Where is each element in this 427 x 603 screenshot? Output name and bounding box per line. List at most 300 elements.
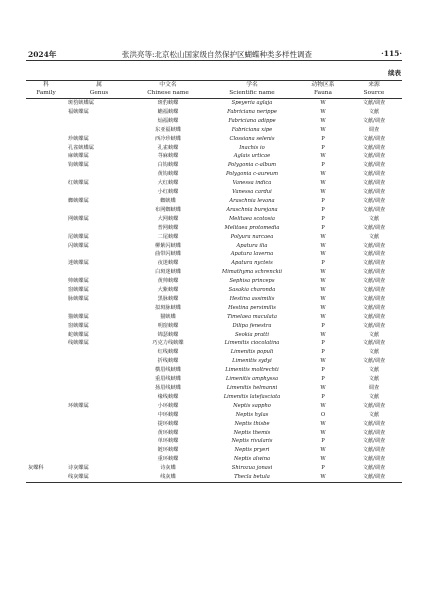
cell-scientific-name: Shirozua jonasi bbox=[231, 465, 273, 472]
cell-genus: 斑豹蛱蝶属 bbox=[68, 100, 94, 106]
table-row bbox=[26, 161, 402, 170]
cell-scientific-name: Neptis hylas bbox=[235, 411, 269, 418]
cell-scientific-name: Sasakia charonda bbox=[228, 287, 276, 294]
cell-fauna: W bbox=[320, 331, 326, 338]
cell-chinese-name: 黑脉蛱蝶 bbox=[157, 295, 179, 302]
cell-chinese-name: 布网蜘蛱蝶 bbox=[155, 206, 181, 213]
cell-family bbox=[26, 170, 66, 179]
cell-source: 文献 bbox=[368, 367, 380, 374]
cell-chinese-name: 大红蛱蝶 bbox=[157, 180, 179, 187]
col-header-genus-cn: 属 bbox=[96, 82, 102, 88]
cell-genus bbox=[66, 117, 132, 126]
cell-chinese-name: 明窗蛱蝶 bbox=[157, 322, 179, 329]
cell-family bbox=[26, 473, 66, 482]
header-title: 张洪亮等:北京松山国家级自然保护区蝴蝶种类多样性调查 bbox=[122, 50, 313, 59]
cell-genus bbox=[66, 170, 132, 179]
cell-chinese-name: 重眉线蛱蝶 bbox=[155, 376, 181, 383]
table-row bbox=[26, 339, 402, 348]
col-header-genus-en: Genus bbox=[66, 90, 132, 99]
cell-source: 文献/调查 bbox=[362, 429, 386, 436]
cell-source: 文献/调查 bbox=[362, 197, 386, 204]
cell-fauna: W bbox=[320, 251, 326, 258]
cell-fauna: P bbox=[321, 349, 325, 356]
cell-source: 文献/调查 bbox=[362, 295, 386, 302]
cell-source: 文献/调查 bbox=[362, 224, 386, 231]
cell-chinese-name: 斑豹蛱蝶 bbox=[157, 100, 179, 106]
table-row bbox=[26, 322, 402, 331]
cell-scientific-name: Mimathyma schrenckii bbox=[221, 269, 283, 276]
cell-genus: 蜘蛱蝶属 bbox=[68, 197, 89, 204]
cell-scientific-name: Hestina assimilis bbox=[229, 295, 275, 302]
cell-family bbox=[26, 268, 66, 277]
cell-chinese-name: 孔雀蛱蝶 bbox=[157, 144, 179, 151]
cell-fauna: W bbox=[320, 295, 326, 302]
cell-fauna: P bbox=[321, 162, 325, 169]
cell-source: 文献 bbox=[368, 349, 380, 356]
cell-genus bbox=[66, 446, 132, 455]
table-row bbox=[26, 188, 402, 197]
cell-fauna: P bbox=[321, 144, 325, 151]
cell-scientific-name: Limenitis ciocolatina bbox=[224, 340, 280, 347]
cell-source: 文献/调查 bbox=[362, 402, 386, 409]
cell-family bbox=[26, 304, 66, 313]
cell-source: 文献 bbox=[368, 233, 380, 240]
table-row bbox=[26, 99, 402, 108]
cell-genus bbox=[66, 411, 132, 420]
cell-chinese-name: 荨麻蛱蝶 bbox=[157, 153, 179, 160]
cell-family bbox=[26, 286, 66, 295]
cell-fauna: O bbox=[320, 411, 326, 418]
cell-genus bbox=[66, 268, 132, 277]
table-row bbox=[26, 268, 402, 277]
cell-family bbox=[26, 135, 66, 144]
cell-scientific-name: Limenitis amphyssa bbox=[225, 376, 279, 383]
cell-genus bbox=[66, 348, 132, 357]
table-row bbox=[26, 348, 402, 357]
cell-genus bbox=[66, 366, 132, 375]
cell-source: 文献 bbox=[368, 215, 380, 222]
table-row bbox=[26, 135, 402, 144]
cell-genus bbox=[66, 304, 132, 313]
cell-source: 调查 bbox=[368, 385, 380, 391]
table-row bbox=[26, 295, 402, 304]
table-row bbox=[26, 179, 402, 188]
cell-source: 文献/调查 bbox=[362, 340, 386, 347]
cell-family bbox=[26, 117, 66, 126]
cell-scientific-name: Limenitis moltrechti bbox=[225, 367, 279, 374]
cell-source: 文献 bbox=[368, 331, 380, 338]
cell-fauna: W bbox=[320, 126, 326, 133]
cell-genus bbox=[66, 437, 132, 446]
cell-fauna: W bbox=[320, 313, 326, 320]
cell-scientific-name: Inachis io bbox=[239, 144, 265, 151]
cell-family bbox=[26, 446, 66, 455]
cell-family bbox=[26, 331, 66, 340]
cell-genus: 麻蛱蝶属 bbox=[68, 153, 89, 160]
cell-fauna: W bbox=[300, 473, 346, 482]
table-row bbox=[26, 420, 402, 429]
cell-source: 文献/调查 bbox=[362, 171, 386, 178]
cell-chinese-name: 灿福蛱蝶 bbox=[157, 117, 179, 124]
cell-source: 文献/调查 bbox=[362, 260, 386, 267]
cell-source: 文献/调查 bbox=[362, 144, 386, 151]
cell-genus: 环蛱蝶属 bbox=[68, 402, 89, 409]
cell-genus: 窗蛱蝶属 bbox=[68, 287, 89, 294]
table-row bbox=[26, 384, 402, 393]
cell-chinese-name: 大网蛱蝶 bbox=[157, 215, 179, 222]
table-row bbox=[26, 304, 402, 313]
cell-genus: 帅蛱蝶属 bbox=[68, 278, 89, 285]
table-row bbox=[26, 197, 402, 206]
col-header-source-en: Source bbox=[346, 90, 402, 99]
cell-family bbox=[26, 233, 66, 242]
cell-family bbox=[26, 339, 66, 348]
cell-scientific-name: Neptis pryeri bbox=[234, 447, 270, 454]
cell-genus: 脉蛱蝶属 bbox=[68, 295, 89, 302]
cell-scientific-name: Neptis rivularis bbox=[231, 438, 273, 445]
table-row bbox=[26, 313, 402, 322]
cell-fauna: P bbox=[321, 135, 325, 142]
cell-scientific-name: Apatura laverna bbox=[230, 251, 274, 258]
cell-source: 文献/调查 bbox=[362, 456, 386, 463]
table-row bbox=[26, 331, 402, 340]
cell-family bbox=[26, 393, 66, 402]
cell-source: 文献/调查 bbox=[346, 473, 402, 482]
cell-scientific-name: Limenitis sydyi bbox=[232, 358, 272, 365]
cell-fauna: W bbox=[320, 287, 326, 294]
cell-chinese-name: 链环蛱蝶 bbox=[157, 447, 179, 454]
cell-fauna: W bbox=[320, 429, 326, 436]
cell-family bbox=[26, 420, 66, 429]
col-header-family-en: Family bbox=[26, 90, 66, 99]
cell-scientific-name: Polygonia c-album bbox=[227, 162, 277, 169]
cell-chinese-name: 巧克力线蛱蝶 bbox=[152, 340, 184, 347]
cell-source: 文献/调查 bbox=[362, 287, 386, 294]
cell-chinese-name: 小环蛱蝶 bbox=[157, 402, 179, 409]
cell-genus bbox=[66, 188, 132, 197]
cell-chinese-name: 黄帅蛱蝶 bbox=[157, 278, 179, 285]
cell-fauna: W bbox=[320, 269, 326, 276]
cell-chinese-name: 曲带闪蛱蝶 bbox=[155, 251, 181, 258]
cell-genus bbox=[66, 393, 132, 402]
cell-chinese-name: 锦瑟蛱蝶 bbox=[157, 331, 179, 338]
cell-source: 文献/调查 bbox=[362, 304, 386, 311]
cell-family bbox=[26, 295, 66, 304]
cell-scientific-name: Apatura nycteis bbox=[231, 260, 273, 267]
cell-fauna: W bbox=[320, 100, 326, 106]
cell-family bbox=[26, 322, 66, 331]
cell-chinese-name: 蟾福蛱蝶 bbox=[157, 108, 179, 115]
col-header-chinese-name-cn: 中文名 bbox=[159, 82, 177, 88]
cell-genus: 窗蛱蝶属 bbox=[68, 322, 89, 329]
table-row bbox=[26, 446, 402, 455]
table-row bbox=[26, 366, 402, 375]
cell-source: 文献/调查 bbox=[362, 100, 386, 106]
cell-chinese-name: 白斑迷蛱蝶 bbox=[155, 269, 181, 276]
cell-family bbox=[26, 366, 66, 375]
cell-genus bbox=[66, 384, 132, 393]
cell-scientific-name: Neptis sappho bbox=[233, 402, 271, 409]
cell-scientific-name: Timelaea maculata bbox=[227, 313, 277, 320]
table-row bbox=[26, 411, 402, 420]
cell-genus: 网蛱蝶属 bbox=[68, 215, 89, 222]
cell-family bbox=[26, 99, 66, 108]
cell-scientific-name: Limenitis helmanni bbox=[226, 385, 278, 391]
table-row bbox=[26, 393, 402, 402]
cell-fauna: W bbox=[320, 447, 326, 454]
cell-chinese-name: 黄环蛱蝶 bbox=[157, 429, 179, 436]
table-row bbox=[26, 473, 402, 482]
cell-source: 文献/调查 bbox=[362, 117, 386, 124]
table-row bbox=[26, 170, 402, 179]
cell-scientific-name: Polygonia c-aureum bbox=[225, 171, 279, 178]
cell-fauna: W bbox=[320, 242, 326, 249]
cell-source: 文献/调查 bbox=[362, 313, 386, 320]
cell-chinese-name: 横眉线蛱蝶 bbox=[155, 367, 181, 374]
cell-genus: 线灰蝶属 bbox=[66, 473, 132, 482]
cell-scientific-name: Melitaea protomedia bbox=[224, 224, 280, 231]
cell-family bbox=[26, 108, 66, 117]
cell-genus: 诗灰蝶属 bbox=[68, 465, 89, 472]
cell-chinese-name: 拟斑脉蛱蝶 bbox=[155, 304, 181, 311]
cell-fauna: W bbox=[320, 233, 326, 240]
cell-family bbox=[26, 242, 66, 251]
cell-chinese-name: 普网蛱蝶 bbox=[157, 224, 179, 231]
table-row bbox=[26, 464, 402, 473]
cell-source: 文献/调查 bbox=[362, 420, 386, 427]
cell-fauna: W bbox=[320, 420, 326, 427]
cell-family bbox=[26, 375, 66, 384]
cell-family bbox=[26, 188, 66, 197]
table-row bbox=[26, 259, 402, 268]
cell-genus: 福蛱蝶属 bbox=[68, 108, 89, 115]
table-row bbox=[26, 117, 402, 126]
cell-source: 文献/调查 bbox=[362, 189, 386, 196]
col-header-fauna-cn: 动物区系 bbox=[311, 82, 335, 88]
cell-fauna: W bbox=[320, 304, 326, 311]
cell-fauna: P bbox=[321, 322, 325, 329]
table-row bbox=[26, 233, 402, 242]
cell-genus bbox=[66, 375, 132, 384]
cell-scientific-name: Neptis thisbe bbox=[234, 420, 270, 427]
cell-genus bbox=[66, 206, 132, 215]
cell-fauna: W bbox=[320, 456, 326, 463]
cell-chinese-name: 红线蛱蝶 bbox=[157, 349, 179, 356]
table-row bbox=[26, 126, 402, 135]
cell-family bbox=[26, 402, 66, 411]
cell-fauna: P bbox=[321, 376, 325, 383]
cell-source: 文献/调查 bbox=[362, 153, 386, 160]
cell-scientific-name: Fabriciana xipe bbox=[231, 126, 273, 133]
cell-family bbox=[26, 206, 66, 215]
cell-fauna: P bbox=[321, 197, 325, 204]
cell-genus: 猫蛱蝶属 bbox=[68, 313, 89, 320]
cell-family bbox=[26, 197, 66, 206]
cell-genus bbox=[66, 357, 132, 366]
col-header-fauna-en: Fauna bbox=[300, 90, 346, 99]
cell-fauna: P bbox=[321, 438, 325, 445]
cell-fauna: W bbox=[320, 402, 326, 409]
cell-family bbox=[26, 313, 66, 322]
cell-source: 文献/调查 bbox=[362, 162, 386, 169]
cell-scientific-name: Sephisa princeps bbox=[229, 278, 275, 285]
cell-family bbox=[26, 224, 66, 233]
cell-scientific-name: Speyeria aglaja bbox=[231, 100, 273, 106]
cell-genus bbox=[66, 126, 132, 135]
cell-chinese-name: 线灰蝶 bbox=[132, 473, 204, 482]
cell-genus: 钩蛱蝶属 bbox=[68, 162, 89, 169]
cell-scientific-name: Limenitis populi bbox=[230, 349, 274, 356]
table-row bbox=[26, 152, 402, 161]
cell-scientific-name: Neptis themis bbox=[233, 429, 271, 436]
cell-family bbox=[26, 144, 66, 153]
cell-scientific-name: Fabriciana nerippe bbox=[227, 108, 277, 115]
cell-family bbox=[26, 179, 66, 188]
cell-fauna: P bbox=[321, 393, 325, 400]
cell-fauna: W bbox=[320, 117, 326, 124]
cell-source: 文献/调查 bbox=[362, 447, 386, 454]
cell-source: 文献/调查 bbox=[362, 465, 386, 472]
cell-family bbox=[26, 429, 66, 438]
cell-fauna: W bbox=[320, 180, 326, 187]
cell-scientific-name: Thecla betula bbox=[204, 473, 300, 482]
cell-genus bbox=[66, 429, 132, 438]
cell-genus: 蛇蛱蝶属 bbox=[68, 331, 89, 338]
cell-source: 文献/调查 bbox=[362, 278, 386, 285]
cell-fauna: P bbox=[321, 206, 325, 213]
table-row bbox=[26, 375, 402, 384]
cell-chinese-name: 大紫蛱蝶 bbox=[157, 287, 179, 294]
cell-family bbox=[26, 152, 66, 161]
table-body bbox=[26, 99, 402, 483]
cell-genus: 闪蛱蝶属 bbox=[68, 242, 89, 249]
cell-family bbox=[26, 348, 66, 357]
col-header-family-cn: 科 bbox=[43, 82, 49, 88]
cell-scientific-name: Apatura ilia bbox=[236, 242, 268, 249]
cell-scientific-name: Aglais urticae bbox=[233, 153, 271, 160]
cell-fauna: W bbox=[320, 108, 326, 115]
cell-chinese-name: 蜘蛱蝶 bbox=[160, 197, 176, 204]
cell-fauna: P bbox=[321, 367, 325, 374]
table-row bbox=[26, 455, 402, 464]
cell-chinese-name: 折线蛱蝶 bbox=[157, 358, 179, 365]
header-page-number: ·115· bbox=[381, 49, 402, 58]
cell-family bbox=[26, 277, 66, 286]
cell-source: 文献/调查 bbox=[362, 135, 386, 142]
table-row bbox=[26, 437, 402, 446]
cell-source: 文献/调查 bbox=[362, 242, 386, 249]
table-row bbox=[26, 277, 402, 286]
cell-chinese-name: 扬眉线蛱蝶 bbox=[155, 385, 181, 391]
cell-scientific-name: Vanessa indica bbox=[232, 180, 272, 187]
cell-chinese-name: 猫蛱蝶 bbox=[160, 313, 176, 320]
cell-scientific-name: Neptis alwina bbox=[233, 456, 271, 463]
cell-source: 文献 bbox=[368, 393, 380, 400]
cell-chinese-name: 白钩蛱蝶 bbox=[157, 162, 179, 169]
cell-chinese-name: 重环蛱蝶 bbox=[157, 456, 179, 463]
table-row bbox=[26, 402, 402, 411]
cell-source: 文献/调查 bbox=[362, 206, 386, 213]
cell-fauna: W bbox=[320, 153, 326, 160]
cell-family bbox=[26, 259, 66, 268]
cell-scientific-name: Polyura narcaea bbox=[230, 233, 274, 240]
cell-source: 文献 bbox=[368, 108, 380, 115]
cell-genus bbox=[66, 224, 132, 233]
cell-family bbox=[26, 161, 66, 170]
cell-family bbox=[26, 250, 66, 259]
header-year: 2024年 bbox=[28, 50, 57, 59]
cell-source: 调查 bbox=[368, 126, 380, 133]
table-row bbox=[26, 215, 402, 224]
col-header-source-cn: 来源 bbox=[368, 82, 380, 88]
cell-source: 文献 bbox=[368, 376, 380, 383]
table-row bbox=[26, 242, 402, 251]
cell-scientific-name: Araschnia burejana bbox=[226, 206, 278, 213]
cell-fauna: P bbox=[321, 215, 325, 222]
cell-genus: 尾蛱蝶属 bbox=[68, 233, 89, 240]
cell-fauna: P bbox=[321, 224, 325, 231]
table-row bbox=[26, 206, 402, 215]
cell-chinese-name: 二尾蛱蝶 bbox=[157, 233, 179, 240]
cell-fauna: W bbox=[320, 278, 326, 285]
table-row bbox=[26, 224, 402, 233]
cell-family bbox=[26, 126, 66, 135]
cell-scientific-name: Hestina persimilis bbox=[228, 304, 276, 311]
cell-scientific-name: Vanessa cardui bbox=[232, 189, 272, 196]
cell-chinese-name: 中环蛱蝶 bbox=[157, 411, 179, 418]
cell-chinese-name: 东亚福蛱蝶 bbox=[155, 126, 181, 133]
table-row bbox=[26, 144, 402, 153]
species-table bbox=[26, 80, 402, 483]
cell-source: 文献/调查 bbox=[362, 322, 386, 329]
cell-chinese-name: 缘线蛱蝶 bbox=[157, 393, 179, 400]
cell-scientific-name: Seokia pratti bbox=[234, 331, 269, 338]
running-header bbox=[26, 47, 402, 59]
cell-genus: 迷蛱蝶属 bbox=[68, 260, 89, 267]
table-row bbox=[26, 357, 402, 366]
table-row bbox=[26, 108, 402, 117]
cell-chinese-name: 黄钩蛱蝶 bbox=[157, 171, 179, 178]
cell-family bbox=[26, 437, 66, 446]
cell-chinese-name: 诗灰蝶 bbox=[160, 465, 176, 472]
col-header-chinese-name-en: Chinese name bbox=[132, 90, 204, 99]
header-rule bbox=[26, 60, 402, 61]
cell-fauna: W bbox=[320, 171, 326, 178]
cell-scientific-name: Fabriciana adippe bbox=[228, 117, 276, 124]
cell-fauna: W bbox=[320, 358, 326, 365]
cell-source: 文献/调查 bbox=[362, 180, 386, 187]
table-continued-label: 续表 bbox=[388, 69, 401, 77]
cell-source: 文献/调查 bbox=[362, 438, 386, 445]
cell-fauna: P bbox=[321, 340, 325, 347]
cell-family bbox=[26, 357, 66, 366]
cell-scientific-name: Araschnia levana bbox=[229, 197, 275, 204]
cell-scientific-name: Melitaea scotosia bbox=[228, 215, 275, 222]
table-row bbox=[26, 250, 402, 259]
cell-fauna: W bbox=[320, 385, 326, 391]
table-header bbox=[26, 81, 402, 99]
cell-source: 文献/调查 bbox=[362, 358, 386, 365]
species-table-container bbox=[26, 80, 402, 483]
cell-genus: 红蛱蝶属 bbox=[68, 180, 89, 187]
cell-genus: 珍蛱蝶属 bbox=[68, 135, 89, 142]
cell-fauna: W bbox=[320, 189, 326, 196]
cell-family bbox=[26, 384, 66, 393]
cell-genus: 线蛱蝶属 bbox=[68, 340, 89, 347]
col-header-scientific-name-en: Scientific name bbox=[204, 90, 300, 99]
cell-source: 文献/调查 bbox=[362, 251, 386, 258]
cell-family bbox=[26, 215, 66, 224]
